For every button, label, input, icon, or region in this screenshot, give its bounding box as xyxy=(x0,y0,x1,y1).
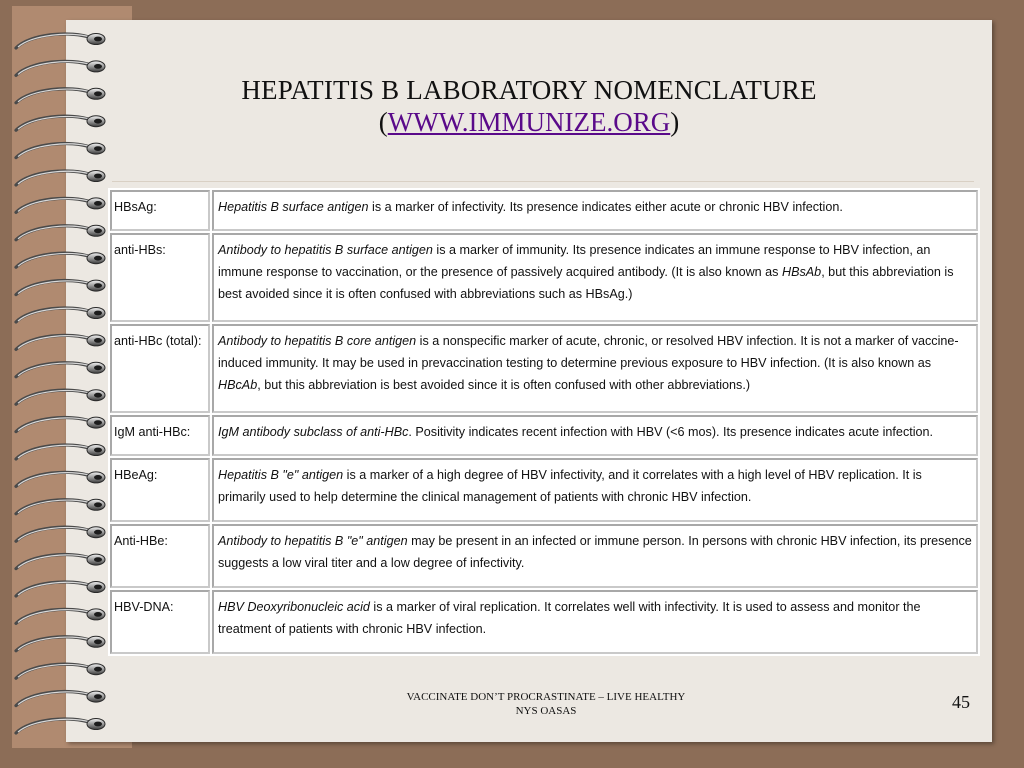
spiral-ring-icon xyxy=(16,116,105,131)
spiral-ring-icon xyxy=(16,472,105,487)
table-row xyxy=(110,524,978,588)
definition-text: is a marker of infectivity. Its presence indicates either acute or chronic HBV infection. xyxy=(368,200,843,214)
definition-cell xyxy=(212,324,978,413)
term-cell: HBeAg: xyxy=(110,458,210,522)
spiral-ring-icon xyxy=(16,582,105,597)
table-row xyxy=(110,415,978,456)
slide-title: HEPATITIS B LABORATORY NOMENCLATURE xyxy=(241,75,817,105)
spiral-binding-icon xyxy=(0,0,120,768)
definition-cell xyxy=(212,415,978,456)
spiral-ring-icon xyxy=(16,691,105,706)
definition-text: , but this abbreviation is best avoided since it is often confused with other abbreviations.) xyxy=(257,378,751,392)
spiral-ring-icon xyxy=(16,527,105,542)
url-close-paren: ) xyxy=(670,107,680,137)
immunize-link[interactable]: WWW.IMMUNIZE.ORG xyxy=(387,107,671,137)
spiral-ring-icon xyxy=(16,609,105,624)
definition-cell xyxy=(212,233,978,322)
slide-header xyxy=(66,20,992,182)
term-cell: HBsAg: xyxy=(110,190,210,231)
term-cell: anti-HBc (total): xyxy=(110,324,210,413)
table-row xyxy=(110,458,978,522)
definition-emphasis: HBsAb xyxy=(781,265,822,280)
definition-text: is a marker of viral replication. It correlates well with infectivity. It is used to assess and monitor the treatment of patients with chronic HBV infection. xyxy=(218,599,921,636)
definition-cell xyxy=(212,590,978,654)
spiral-ring-icon xyxy=(16,417,105,432)
definition-emphasis: HBV Deoxyribonucleic acid xyxy=(218,599,370,614)
definition-text: , but this abbreviation is best avoided since it is often confused with abbreviations such as HBsAg.) xyxy=(218,265,954,302)
term-cell: anti-HBs: xyxy=(110,233,210,322)
definition-text: is a marker of immunity. Its presence indicates an immune response to HBV infection, an immune response to vaccination, or the presence of passively acquired antibody. (It is also known as xyxy=(218,243,931,280)
table-row xyxy=(110,233,978,322)
definition-emphasis: HBcAb xyxy=(218,378,258,392)
spiral-ring-icon xyxy=(16,554,105,569)
spiral-ring-icon xyxy=(16,253,105,268)
spiral-ring-icon xyxy=(16,719,105,734)
spiral-ring-icon xyxy=(16,308,105,323)
spiral-ring-icon xyxy=(16,362,105,377)
footer-text xyxy=(66,690,1024,718)
footer-line-2: NYS OASAS xyxy=(515,705,577,717)
header-divider xyxy=(112,181,974,182)
spiral-ring-icon xyxy=(16,499,105,514)
definition-cell xyxy=(212,524,978,588)
spiral-ring-icon xyxy=(16,198,105,213)
definition-text: . Positivity indicates recent infection with HBV (<6 mos). Its presence indicates acute infection. xyxy=(408,424,934,439)
definition-emphasis: Antibody to hepatitis B "e" antigen xyxy=(218,533,408,548)
spiral-ring-icon xyxy=(16,335,105,350)
definition-text: is a nonspecific marker of acute, chronic, or resolved HBV infection. It is not a marker of vaccine-induced immunity. It may be used in prevaccination testing to determine previous exposure to HBV infection. (It is also known as xyxy=(218,334,959,370)
spiral-ring-icon xyxy=(16,664,105,679)
slide-subtitle xyxy=(66,106,992,138)
nomenclature-table-container xyxy=(108,188,980,656)
definition-emphasis: Antibody to hepatitis B surface antigen xyxy=(218,243,433,258)
term-cell: HBV-DNA: xyxy=(110,590,210,654)
table-row xyxy=(110,190,978,231)
table-row xyxy=(110,590,978,654)
spiral-ring-icon xyxy=(16,143,105,158)
spiral-ring-icon xyxy=(16,280,105,295)
definition-emphasis: Antibody to hepatitis B core antigen xyxy=(218,334,417,348)
spiral-ring-icon xyxy=(16,88,105,103)
url-open-paren: ( xyxy=(378,107,388,137)
definition-text: is a marker of a high degree of HBV infectivity, and it correlates with a high level of HBV replication. It is primarily used to help determine the clinical management of patients with chronic HBV infection. xyxy=(218,468,922,504)
spiral-ring-icon xyxy=(16,636,105,651)
definition-cell xyxy=(212,190,978,231)
spiral-ring-icon xyxy=(16,171,105,186)
definition-emphasis: IgM antibody subclass of anti-HBc xyxy=(218,424,409,439)
term-cell: IgM anti-HBc: xyxy=(110,415,210,456)
slide-footer xyxy=(66,682,992,722)
definition-emphasis: Hepatitis B surface antigen xyxy=(218,200,369,214)
definition-emphasis: Hepatitis B "e" antigen xyxy=(218,468,344,482)
table-row xyxy=(110,324,978,413)
term-cell: Anti-HBe: xyxy=(110,524,210,588)
definition-text: may be present in an infected or immune person. In persons with chronic HBV infection, its presence suggests a low viral titer and a low degree of infectivity. xyxy=(218,533,972,570)
nomenclature-table xyxy=(108,188,980,656)
spiral-ring-icon xyxy=(16,390,105,405)
spiral-ring-icon xyxy=(16,225,105,240)
spiral-ring-icon xyxy=(16,445,105,460)
spiral-ring-icon xyxy=(16,34,105,49)
spiral-ring-icon xyxy=(16,61,105,76)
definition-cell xyxy=(212,458,978,522)
page-number: 45 xyxy=(952,692,970,712)
footer-line-1: VACCINATE DON’T PROCRASTINATE – LIVE HEALTHY xyxy=(406,691,686,703)
